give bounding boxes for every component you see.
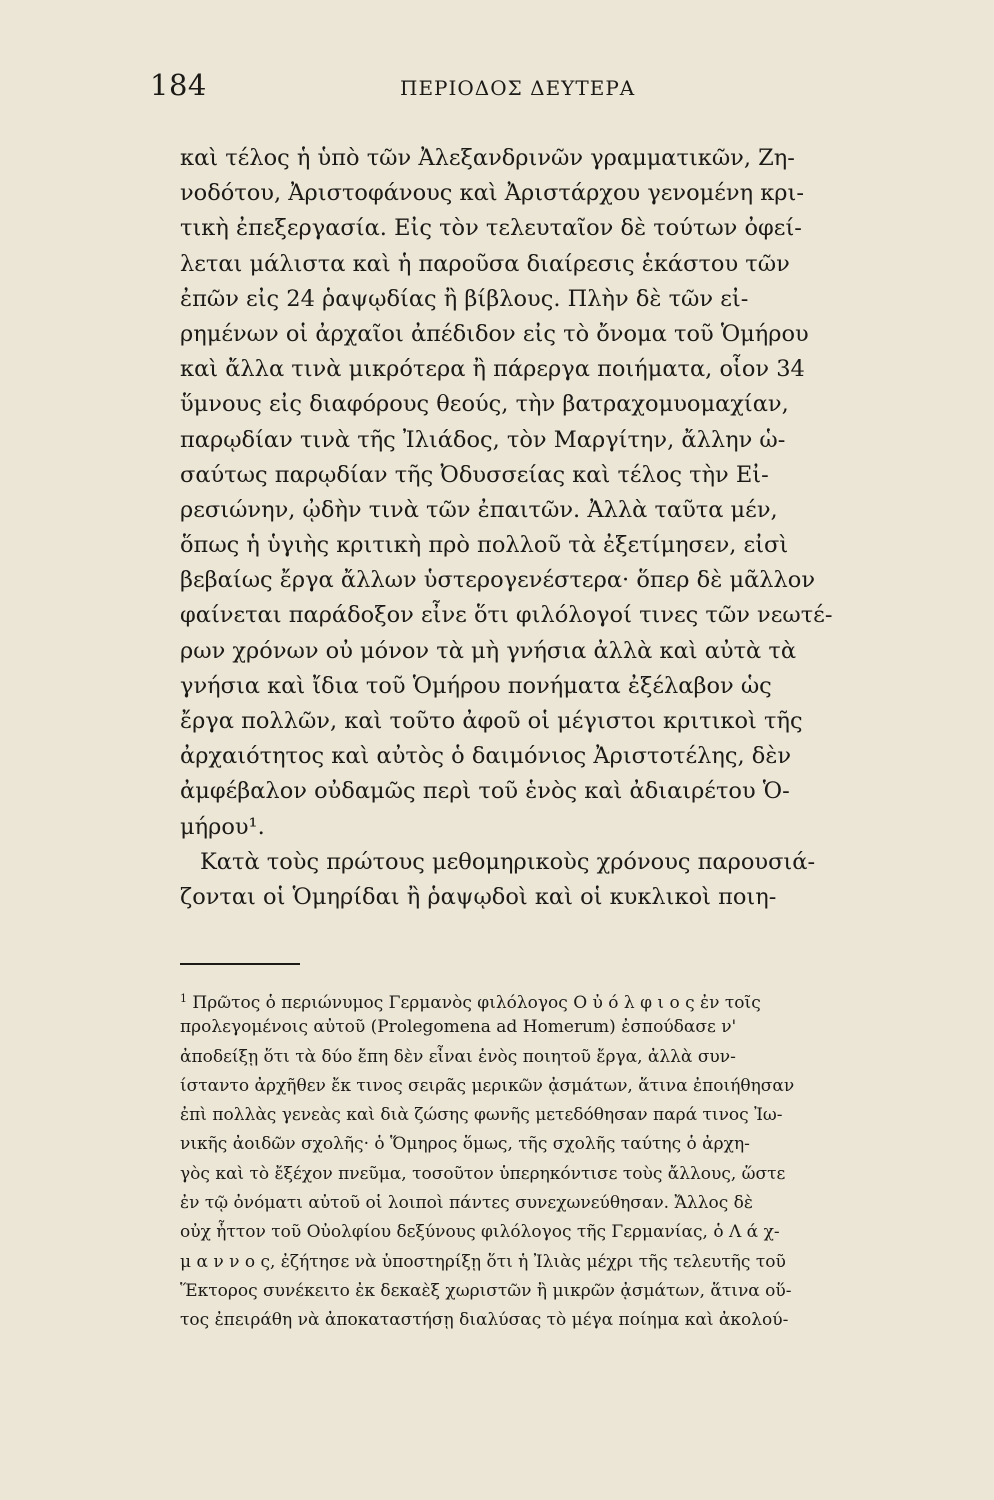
footnote-line: νικῆς ἀοιδῶν σχολῆς· ὁ Ὅμηρος ὅμως, τῆς σχολῆς ταύτης ὁ ἀρχη- [180,1134,750,1155]
footnote-rule [180,963,300,965]
footnote-line: γὸς καὶ τὸ ἔξέχον πνεῦμα, τοσοῦτον ὑπερηκόντισε τοὺς ἄλλους, ὥστε [180,1163,786,1184]
footnote-line: ίσταντο ἀρχῆθεν ἔκ τινος σειρᾶς μερικῶν ᾀσμάτων, ἅτινα ἐποιήθησαν [180,1075,795,1096]
text-line: φαίνεται παράδοξον εἶνε ὅτι φιλόλογοί τινες τῶν νεωτέ- [180,602,833,629]
footnote-line: ἐπὶ πολλὰς γενεὰς καὶ διὰ ζώσης φωνῆς μετεδόθησαν παρά τινος Ἰω- [180,1105,783,1126]
text-line: ρων χρόνων οὐ μόνον τὰ μὴ γνήσια ἀλλὰ καὶ αὐτὰ τὰ [180,637,797,664]
text-line: παρῳδίαν τινὰ τῆς Ἰλιάδος, τὸν Μαργίτην, ἄλλην ὡ- [180,426,786,453]
text-line: λεται μάλιστα καὶ ἡ παροῦσα διαίρεσις ἑκάστου τῶν [180,250,790,277]
footnote-line: προλεγομένοις αὐτοῦ (Prolegomena ad Homerum) ἐσπούδασε ν' [180,1017,737,1038]
footnote-line: τος ἐπειράθη νὰ ἀποκαταστήσῃ διαλύσας τὸ μέγα ποίημα καὶ ἀκολού- [180,1310,789,1331]
text-line: γνήσια καὶ ἴδια τοῦ Ὁμήρου πονήματα ἐξέλαβον ὡς [180,672,772,699]
text-line: Κατὰ τοὺς πρώτους μεθομηρικοὺς χρόνους παρουσιά- [200,848,816,875]
footnote-line [180,984,900,1013]
text-line: βεβαίως ἔργα ἄλλων ὑστερογενέστερα· ὅπερ δὲ μᾶλλον [180,567,816,594]
footnote-line: ἀποδείξῃ ὅτι τὰ δύο ἔπη δὲν εἶναι ἑνὸς ποιητοῦ ἔργα, ἀλλὰ συν- [180,1046,736,1067]
text-line: ὅπως ἡ ὑγιὴς κριτικὴ πρὸ πολλοῦ τὰ ἐξετίμησεν, εἰσὶ [180,532,789,559]
footnote-text: Πρῶτος ὁ περιώνυμος Γερμανὸς φιλόλογος Ο ὐ ό λ φ ι ο ς ἐν τοῖς [192,993,761,1013]
text-line: ρεσιώνην, ᾠδὴν τινὰ τῶν ἐπαιτῶν. Ἀλλὰ ταῦτα μέν, [180,496,778,523]
footnote-line: μ α ν ν ο ς, ἐζήτησε νὰ ὑποστηρίξῃ ὅτι ἡ Ἰλιὰς μέχρι τῆς τελευτῆς τοῦ [180,1251,786,1272]
main-text [180,141,900,915]
text-line: τικὴ ἐπεξεργασία. Εἰς τὸν τελευταῖον δὲ τούτων ὀφεί- [180,215,802,242]
text-line: νοδότου, Ἀριστοφάνους καὶ Ἀριστάρχου γενομένη κρι- [180,180,804,207]
footnote-marker: 1 [180,992,187,1005]
text-line: μήρου¹. [180,813,265,840]
footnote [180,984,900,1336]
page-number: 184 [150,68,207,102]
text-line: ἀμφέβαλον οὐδαμῶς περὶ τοῦ ἑνὸς καὶ ἀδιαιρέτου Ὁ- [180,778,790,805]
text-line: ἀρχαιότητος καὶ αὐτὸς ὁ δαιμόνιος Ἀριστοτέλης, δὲν [180,743,792,770]
running-head: ΠΕΡΙΟΔΟΣ ΔΕΥΤΕΡΑ [400,76,636,100]
text-line: ἔργα πολλῶν, καὶ τοῦτο ἀφοῦ οἱ μέγιστοι κριτικοὶ τῆς [180,708,803,734]
page-header [150,68,900,108]
text-line: ζονται οἱ Ὁμηρίδαι ἢ ῥαψῳδοὶ καὶ οἱ κυκλικοὶ ποιη- [180,883,777,910]
text-line: ρημένων οἱ ἀρχαῖοι ἀπέδιδον εἰς τὸ ὄνομα τοῦ Ὁμήρου [180,320,809,347]
footnote-line: Ἕκτορος συνέκειτο ἐκ δεκαὲξ χωριστῶν ἢ μικρῶν ᾀσμάτων, ἅτινα οὕ- [180,1280,792,1301]
text-line: σαύτως παρῳδίαν τῆς Ὀδυσσείας καὶ τέλος τὴν Εἰ- [180,461,769,488]
text-line: ὕμνους εἰς διαφόρους θεούς, τὴν βατραχομυομαχίαν, [180,391,789,418]
text-line: καὶ ἄλλα τινὰ μικρότερα ἢ πάρεργα ποιήματα, οἷον 34 [180,356,805,383]
footnote-line: οὐχ ἧττον τοῦ Οὐολφίου δεξύνους φιλόλογος τῆς Γερμανίας, ὁ Λ ά χ- [180,1222,780,1243]
footnote-line: ἐν τῷ ὀνόματι αὐτοῦ οἱ λοιποὶ πάντες συνεχωνεύθησαν. Ἄλλος δὲ [180,1193,754,1214]
text-line: καὶ τέλος ἡ ὑπὸ τῶν Ἀλεξανδρινῶν γραμματικῶν, Ζη- [180,145,795,171]
text-line: ἐπῶν εἰς 24 ῥαψῳδίας ἢ βίβλους. Πλὴν δὲ τῶν εἰ- [180,285,749,312]
